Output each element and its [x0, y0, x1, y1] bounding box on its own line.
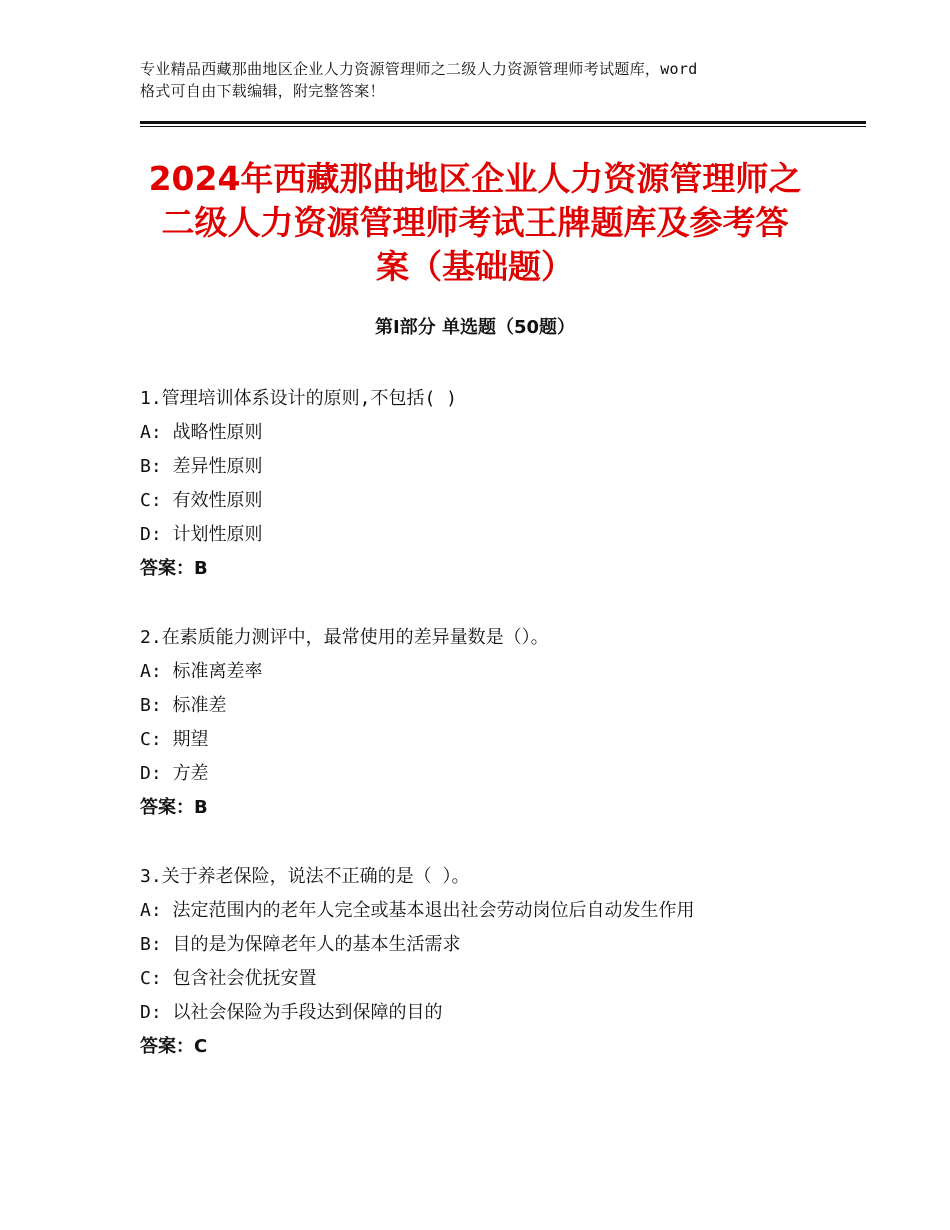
- question-option-b: B: 标准差: [140, 695, 227, 716]
- question-option-c: C: 期望: [140, 729, 209, 750]
- header-divider: [140, 121, 866, 127]
- document-header-note: [140, 58, 840, 102]
- section-title: 第Ⅰ部分 单选题（50题）: [374, 317, 575, 338]
- question-1: [140, 382, 860, 586]
- question-option-d: D: 方差: [140, 763, 209, 784]
- header-note-line-2: 格式可自由下载编辑，附完整答案！: [140, 82, 385, 100]
- question-option-a: A: 法定范围内的老年人完全或基本退出社会劳动岗位后自动发生作用: [140, 900, 695, 921]
- document-title-line-1: 2024年西藏那曲地区企业人力资源管理师之: [148, 159, 802, 198]
- question-answer: 答案：C: [140, 1036, 208, 1057]
- question-answer: 答案：B: [140, 558, 208, 579]
- header-divider-thick: [140, 121, 866, 124]
- question-stem: 3.关于养老保险，说法不正确的是（ ）。: [140, 866, 470, 887]
- question-option-a: A: 标准离差率: [140, 661, 263, 682]
- question-stem: 1.管理培训体系设计的原则,不包括( ): [140, 388, 458, 409]
- document-title-line-3: 案（基础题）: [376, 247, 574, 286]
- document-title-line-2: 二级人力资源管理师考试王牌题库及参考答: [161, 203, 789, 242]
- question-option-c: C: 有效性原则: [140, 490, 263, 511]
- question-option-a: A: 战略性原则: [140, 422, 263, 443]
- question-option-b: B: 目的是为保障老年人的基本生活需求: [140, 934, 461, 955]
- document-title: [140, 157, 810, 289]
- header-divider-thin: [140, 126, 866, 127]
- question-option-b: B: 差异性原则: [140, 456, 263, 477]
- question-option-d: D: 以社会保险为手段达到保障的目的: [140, 1002, 443, 1023]
- question-answer: 答案：B: [140, 797, 208, 818]
- question-option-d: D: 计划性原则: [140, 524, 263, 545]
- question-option-c: C: 包含社会优抚安置: [140, 968, 317, 989]
- question-2: [140, 621, 860, 825]
- header-note-line-1: 专业精品西藏那曲地区企业人力资源管理师之二级人力资源管理师考试题库，word: [140, 60, 698, 78]
- question-stem: 2.在素质能力测评中，最常使用的差异量数是（）。: [140, 627, 549, 648]
- question-3: [140, 860, 860, 1064]
